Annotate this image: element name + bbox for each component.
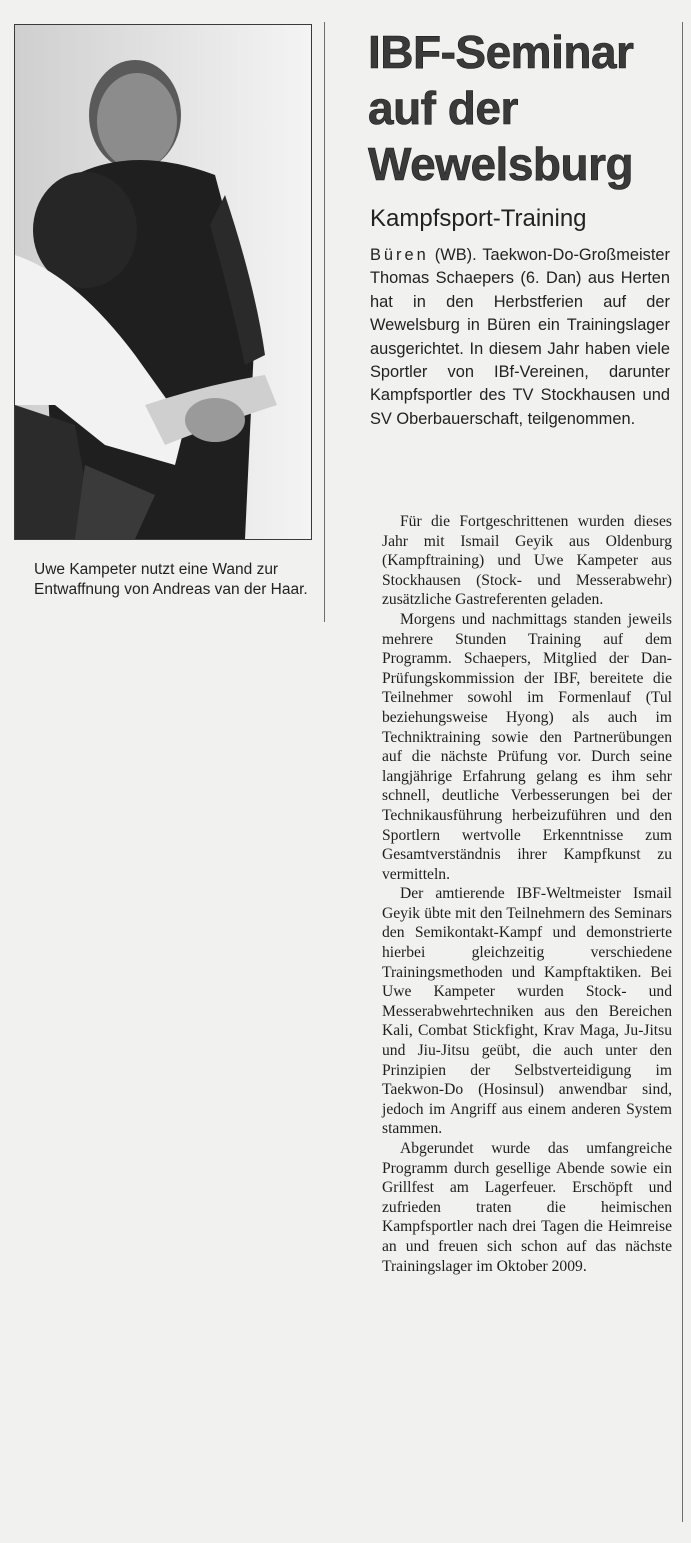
- article-photo: [14, 24, 312, 540]
- body-paragraph: Für die Fortgeschrittenen wurden dieses Jahr mit Ismail Geyik aus Oldenburg (Kampftraining) und Uwe Kampeter aus Stockhausen (Stock- und Messerabwehr) zusätzliche Gastreferenten geladen.: [382, 513, 672, 609]
- photo-two-men-training-icon: [15, 25, 311, 539]
- column-divider: [324, 22, 325, 622]
- right-border: [682, 22, 683, 1522]
- dateline-agency: (WB).: [434, 246, 477, 264]
- body-paragraph: Morgens und nachmittags standen jeweils mehrere Stunden Training auf dem Programm. Schaepers, Mitglied der Dan-Prüfungskommission der IBF, bereitete die Teilnehmer sowohl im Formenlauf (Tul beziehungsweise Hyong) als auch im Techniktraining sowie den Partnerübungen auf die nächste Prüfung vor. Durch seine langjährige Erfahrung gelang es ihm sehr schnell, deutliche Verbesserungen bei der Technikausführung herbeizuführen und den Sportlern wertvolle Erkenntnisse zum Gesamtverständnis ihrer Kampfkunst zu vermitteln.: [382, 610, 672, 883]
- body-paragraph: Abgerundet wurde das umfangreiche Programm durch gesellige Abende sowie ein Grillfest am Lagerfeuer. Erschöpft und zufrieden traten die heimischen Kampfsportler nach drei Tagen die Heimreise an und freuen sich schon auf das nächste Trainingslager im Oktober 2009.: [382, 1140, 672, 1275]
- lead-paragraph: [370, 244, 670, 431]
- subheadline: Kampfsport-Training: [370, 205, 587, 232]
- lead-text: Taekwon-Do-Großmeister Thomas Schaepers (6. Dan) aus Herten hat in den Herbstferien auf der Wewelsburg in Büren ein Trainingslager ausgerichtet. In diesem Jahr haben viele Sportler von IBf-Vereinen, darunter Kampfsportler des TV Stockhausen und SV Oberbauerschaft, teilgenommen.: [370, 246, 670, 428]
- photo-caption: Uwe Kampeter nutzt eine Wand zur Entwaffnung von Andreas van der Haar.: [34, 561, 308, 598]
- article-body: [382, 512, 672, 1276]
- body-paragraph: Der amtierende IBF-Weltmeister Ismail Geyik übte mit den Teilnehmern des Seminars den Semikontakt-Kampf und demonstrierte hierbei gleichzeitig verschiedene Trainingsmethoden und Kampftaktiken. Bei Uwe Kampeter wurden Stock- und Messerabwehrtechniken aus den Bereichen Kali, Combat Stickfight, Krav Maga, Ju-Jitsu und Jiu-Jitsu geübt, die auch unter den Prinzipien der Selbstverteidigung im Taekwon-Do (Hosinsul) anwendbar sind, jedoch im Angriff aus einem anderen System stammen.: [382, 885, 672, 1138]
- dateline-place: Büren: [370, 246, 429, 264]
- headline: IBF-Seminar auf der Wewelsburg: [368, 26, 634, 190]
